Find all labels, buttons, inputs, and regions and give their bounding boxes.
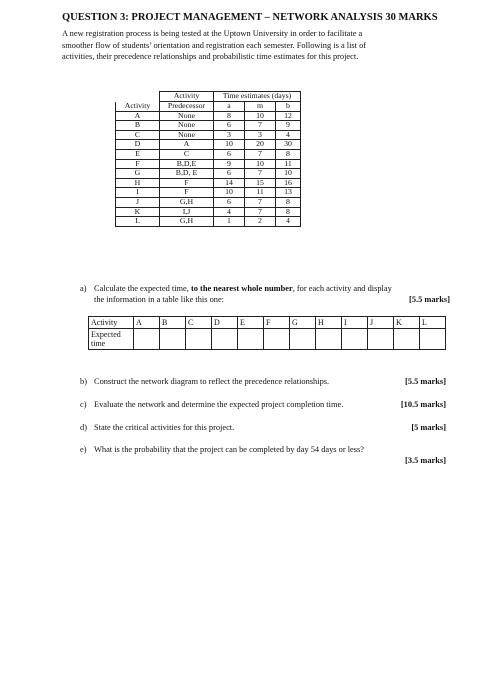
table-row [116,217,301,227]
table-row [116,207,301,217]
cell-activity: H [116,178,160,188]
question-a [80,283,450,305]
expected-table-activity-J: J [368,317,394,329]
expected-table-time-label: Expected time [89,329,134,350]
table-row [116,149,301,159]
cell-m: 11 [245,188,276,198]
table-row [116,140,301,150]
expected-table-activity-B: B [160,317,186,329]
col-m-header: m [245,102,276,112]
expected-table-time-cell [420,329,446,350]
expected-table-activity-label: Activity [89,317,134,329]
cell-m: 7 [245,121,276,131]
expected-table-time-cell [342,329,368,350]
cell-b: 4 [276,130,301,140]
expected-table-activity-G: G [290,317,316,329]
question-d-marks: [5 marks] [411,423,446,432]
cell-pred: B,D,E [160,159,214,169]
question-a-text-cont: , for each activity and display [292,284,392,293]
table-row [116,121,301,131]
table-row [116,111,301,121]
cell-b: 16 [276,178,301,188]
expected-table-activity-C: C [186,317,212,329]
expected-table-time-cell [186,329,212,350]
activity-header: Activity [116,102,160,112]
cell-m: 10 [245,159,276,169]
cell-pred: F [160,178,214,188]
cell-b: 12 [276,111,301,121]
cell-activity: B [116,121,160,131]
question-c: c) Evaluate the network and determine the expected project completion time. [10.5 marks] [80,400,446,409]
cell-a: 6 [214,197,245,207]
cell-b: 4 [276,217,301,227]
cell-pred: G,H [160,197,214,207]
table-row [116,188,301,198]
cell-m: 3 [245,130,276,140]
cell-activity: F [116,159,160,169]
cell-b: 8 [276,197,301,207]
cell-pred: I,J [160,207,214,217]
cell-m: 7 [245,197,276,207]
expected-table-time-cell [264,329,290,350]
cell-m: 10 [245,111,276,121]
cell-activity: E [116,149,160,159]
activity-table [115,91,301,227]
cell-a: 9 [214,159,245,169]
cell-b: 9 [276,121,301,131]
expected-table-time-cell [368,329,394,350]
expected-table-time-cell [212,329,238,350]
cell-activity: C [116,130,160,140]
cell-a: 1 [214,217,245,227]
intro-line: activities, their precedence relationships and probabilistic time estimates for this project. [62,52,359,61]
cell-m: 7 [245,169,276,179]
cell-b: 11 [276,159,301,169]
table-row [116,130,301,140]
cell-m: 20 [245,140,276,150]
intro-line: A new registration process is being tested at the Uptown University in order to facilitate a [62,29,363,38]
cell-activity: I [116,188,160,198]
cell-pred: None [160,121,214,131]
table-row [116,159,301,169]
question-e-marks: [3.5 marks] [405,456,446,465]
cell-pred: B,D, E [160,169,214,179]
question-a-text: Calculate the expected time, [94,284,191,293]
col-b-header: b [276,102,301,112]
time-estimates-header: Time estimates (days) [214,92,301,102]
pred-header-line2: Predecessor [160,102,214,112]
question-a-line2: the information in a table like this one: [94,295,225,304]
expected-table-activity-L: L [420,317,446,329]
cell-activity: G [116,169,160,179]
cell-activity: K [116,207,160,217]
expected-table-time-cell [134,329,160,350]
cell-activity: L [116,217,160,227]
expected-table-activity-D: D [212,317,238,329]
expected-table-time-cell [238,329,264,350]
cell-m: 7 [245,207,276,217]
cell-a: 10 [214,188,245,198]
question-a-label: a) [80,284,87,293]
cell-b: 8 [276,149,301,159]
pred-header-line1: Activity [160,92,214,102]
cell-pred: C [160,149,214,159]
cell-a: 6 [214,169,245,179]
table-row [116,169,301,179]
expected-table-time-cell [316,329,342,350]
cell-a: 6 [214,121,245,131]
cell-m: 15 [245,178,276,188]
cell-b: 13 [276,188,301,198]
expected-table-activity-F: F [264,317,290,329]
cell-activity: D [116,140,160,150]
question-e: e) What is the probability that the project can be completed by day 54 days or less? [3.5 marks] [80,445,446,465]
expected-table-activity-A: A [134,317,160,329]
cell-b: 10 [276,169,301,179]
expected-table-activity-E: E [238,317,264,329]
col-a-header: a [214,102,245,112]
intro-paragraph [62,28,434,63]
expected-time-table [88,316,446,350]
cell-pred: F [160,188,214,198]
expected-table-time-cell [290,329,316,350]
cell-b: 8 [276,207,301,217]
cell-m: 7 [245,149,276,159]
cell-a: 3 [214,130,245,140]
cell-pred: None [160,130,214,140]
cell-activity: J [116,197,160,207]
question-c-marks: [10.5 marks] [400,400,446,409]
cell-a: 4 [214,207,245,217]
expected-table-activity-I: I [342,317,368,329]
intro-line: smoother flow of students’ orientation and registration each semester. Following is a list of [62,40,367,50]
table-row [116,178,301,188]
cell-a: 6 [214,149,245,159]
cell-pred: A [160,140,214,150]
question-title: QUESTION 3: PROJECT MANAGEMENT – NETWORK ANALYSIS 30 MARKS [62,12,438,23]
expected-table-activity-K: K [394,317,420,329]
question-a-marks: [5.5 marks] [409,295,450,304]
cell-m: 2 [245,217,276,227]
expected-table-time-cell [394,329,420,350]
question-a-bold: to the nearest whole number [190,284,293,293]
cell-pred: None [160,111,214,121]
table-row [116,197,301,207]
cell-pred: G,H [160,217,214,227]
cell-b: 30 [276,140,301,150]
cell-a: 10 [214,140,245,150]
question-b-marks: [5.5 marks] [405,377,446,386]
question-d: d) State the critical activities for this project. [5 marks] [80,423,446,432]
expected-table-activity-H: H [316,317,342,329]
cell-a: 8 [214,111,245,121]
cell-a: 14 [214,178,245,188]
expected-table-time-cell [160,329,186,350]
question-b: b) Construct the network diagram to reflect the precedence relationships. [5.5 marks] [80,377,446,386]
cell-activity: A [116,111,160,121]
